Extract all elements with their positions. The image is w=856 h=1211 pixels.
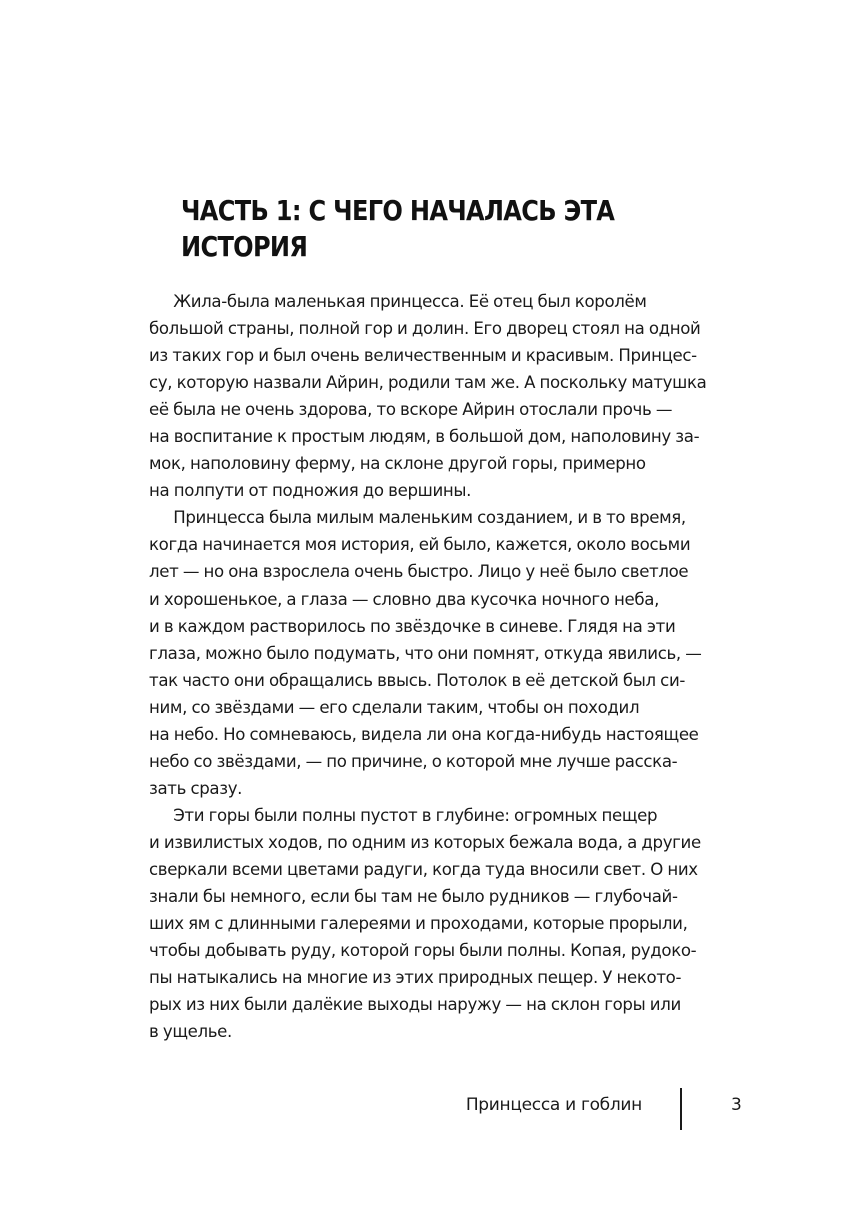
running-title: Принцесса и гоблин (465, 1095, 642, 1115)
paragraph-3: Эти горы были полны пустот в глубине: огромных пещер и извилистых ходов, по одним из которых бежала вода, а другие сверкали всеми цветами радуги, когда туда вносили свет. О них знали бы немного, если бы там не было рудников — глубочай- ших ям с длинными галереями и проходами, которые прорыли, чтобы добывать руду, которой горы были полны. Копая, рудоко- пы натыкались на многие из этих природных пещер. У некото- рых из них были далёкие выходы наружу — на склон горы или в ущелье. (149, 805, 701, 1042)
page-number: 3 (731, 1095, 742, 1115)
chapter-title: ЧАСТЬ 1: С ЧЕГО НАЧАЛАСЬ ЭТА ИСТОРИЯ (181, 194, 615, 263)
paragraph-1: Жила-была маленькая принцесса. Её отец был королём большой страны, полной гор и долин. Его дворец стоял на одной из таких гор и был очень величественным и красивым. Принцес- су, которую назвали Айрин, родили там же. А поскольку матушка её была не очень здорова, то вскоре Айрин отослали прочь — на воспитание к простым людям, в большой дом, наполовину за- мок, наполовину ферму, на склоне другой горы, примерно на полпути от подножия до вершины. (149, 292, 707, 501)
paragraph-2: Принцесса была милым маленьким созданием, и в то время, когда начинается моя история, ей было, кажется, около восьми лет — но она взрослела очень быстро. Лицо у неё было светлое и хорошенькое, а глаза — словно два кусочка ночного неба, и в каждом растворилось по звёздочке в синеве. Глядя на эти глаза, можно было подумать, что они помнят, откуда явились, — так часто они обращались ввысь. Потолок в её детской был си- ним, со звёздами — его сделали таким, чтобы он походил на небо. Но сомневаюсь, видела ли она когда-нибудь настоящее небо со звёздами, — по причине, о которой мне лучше расска- зать сразу. (149, 508, 702, 798)
body-text (149, 288, 745, 1045)
footer-divider (680, 1088, 682, 1130)
page-footer (0, 1088, 856, 1132)
